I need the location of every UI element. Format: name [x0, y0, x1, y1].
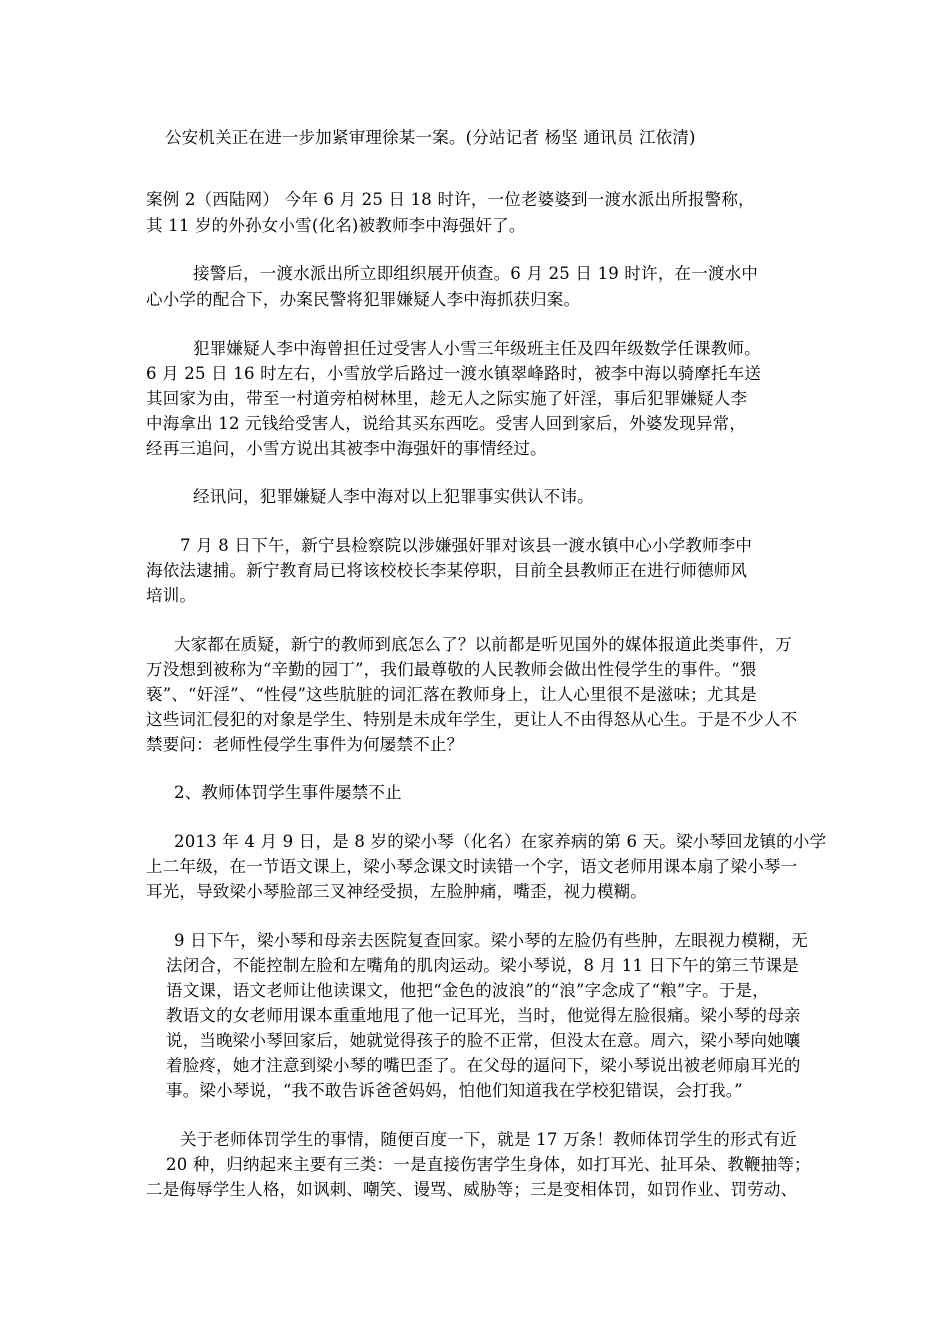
text-line: 二是侮辱学生人格，如讽刺、嘲笑、谩骂、威胁等；三是变相体罚，如罚作业、罚劳动、 [146, 1180, 798, 1199]
text-line: 其 11 岁的外孙女小雪(化名)被教师李中海强奸了。 [146, 216, 526, 235]
text-line: 6 月 25 日 16 时左右，小雪放学后路过一渡水镇翠峰路时，被李中海以骑摩托车送 [146, 364, 762, 383]
text-line: 事。梁小琴说，“我不敢告诉爸爸妈妈，怕他们知道我在学校犯错误，会打我。” [166, 1081, 743, 1100]
text-line: 培训。 [146, 586, 197, 605]
text-line: 着脸疼，她才注意到梁小琴的嘴巴歪了。在父母的逼问下，梁小琴说出被老师扇耳光的 [166, 1056, 801, 1075]
text-line: 其回家为由，带至一村道旁柏树林里，趁无人之际实施了奸淫，事后犯罪嫌疑人李 [146, 389, 748, 408]
text-line: 这些词汇侵犯的对象是学生、特别是未成年学生，更让人不由得怒从心生。于是不少人不 [146, 710, 798, 729]
text-line: 禁要问：老师性侵学生事件为何屡禁不止？ [146, 735, 464, 754]
text-line: 耳光，导致梁小琴脸部三叉神经受损，左脸肿痛，嘴歪，视力模糊。 [146, 882, 647, 901]
text-line: 关于老师体罚学生的事情，随便百度一下，就是 17 万条！教师体罚学生的形式有近 [180, 1130, 797, 1149]
text-line: 海依法逮捕。新宁教育局已将该校校长李某停职，目前全县教师正在进行师德师风 [146, 561, 748, 580]
text-line: 亵”、“奸淫”、“性侵”这些肮脏的词汇落在教师身上，让人心里很不是滋味；尤其是 [146, 685, 757, 704]
text-line: 接警后，一渡水派出所立即组织展开侦查。6 月 25 日 19 时许，在一渡水中 [193, 264, 759, 283]
text-line: 说，当晚梁小琴回家后，她就觉得孩子的脸不正常，但没太在意。周六，梁小琴向她嚷 [166, 1031, 801, 1050]
text-line: 7 月 8 日下午，新宁县检察院以涉嫌强奸罪对该县一渡水镇中心小学教师李中 [180, 536, 753, 555]
text-line: 2013 年 4 月 9 日，是 8 岁的梁小琴（化名）在家养病的第 6 天。梁小琴回龙镇的小学 [174, 832, 827, 851]
text-line: 语文课，语文老师让他读课文，他把“金色的波浪”的“浪”字念成了“粮”字。于是， [166, 981, 769, 1000]
text-line: 9 日下午，梁小琴和母亲去医院复查回家。梁小琴的左脸仍有些肿，左眼视力模糊，无 [174, 931, 809, 950]
text-line: 大家都在质疑，新宁的教师到底怎么了？以前都是听见国外的媒体报道此类事件，万 [174, 635, 792, 654]
text-line: 教语文的女老师用课本重重地甩了他一记耳光，当时，他觉得左脸很痛。梁小琴的母亲 [166, 1006, 801, 1025]
text-line: 公安机关正在进一步加紧审理徐某一案。(分站记者 杨坚 通讯员 江依清) [165, 128, 696, 147]
text-line: 20 种，归纳起来主要有三类：一是直接伤害学生身体，如打耳光、扯耳朵、教鞭抽等； [166, 1155, 811, 1174]
text-line: 案例 2（西陆网） 今年 6 月 25 日 18 时许，一位老婆婆到一渡水派出所报警称， [146, 190, 755, 209]
text-line: 经讯问，犯罪嫌疑人李中海对以上犯罪事实供认不讳。 [193, 487, 594, 506]
text-line: 中海拿出 12 元钱给受害人，说给其买东西吃。受害人回到家后，外婆发现异常， [146, 414, 747, 433]
text-line: 法闭合，不能控制左脸和左嘴角的肌肉运动。梁小琴说，8 月 11 日下午的第三节课是 [166, 956, 799, 975]
section-heading: 2、教师体罚学生事件屡禁不止 [174, 783, 402, 802]
text-line: 上二年级，在一节语文课上，梁小琴念课文时读错一个字，语文老师用课本扇了梁小琴一 [146, 857, 798, 876]
text-line: 经再三追问，小雪方说出其被李中海强奸的事情经过。 [146, 439, 547, 458]
text-line: 犯罪嫌疑人李中海曾担任过受害人小雪三年级班主任及四年级数学任课教师。 [193, 339, 761, 358]
text-line: 万没想到被称为“辛勤的园丁”，我们最尊敬的人民教师会做出性侵学生的事件。“猥 [146, 660, 757, 679]
text-line: 心小学的配合下，办案民警将犯罪嫌疑人李中海抓获归案。 [146, 290, 581, 309]
